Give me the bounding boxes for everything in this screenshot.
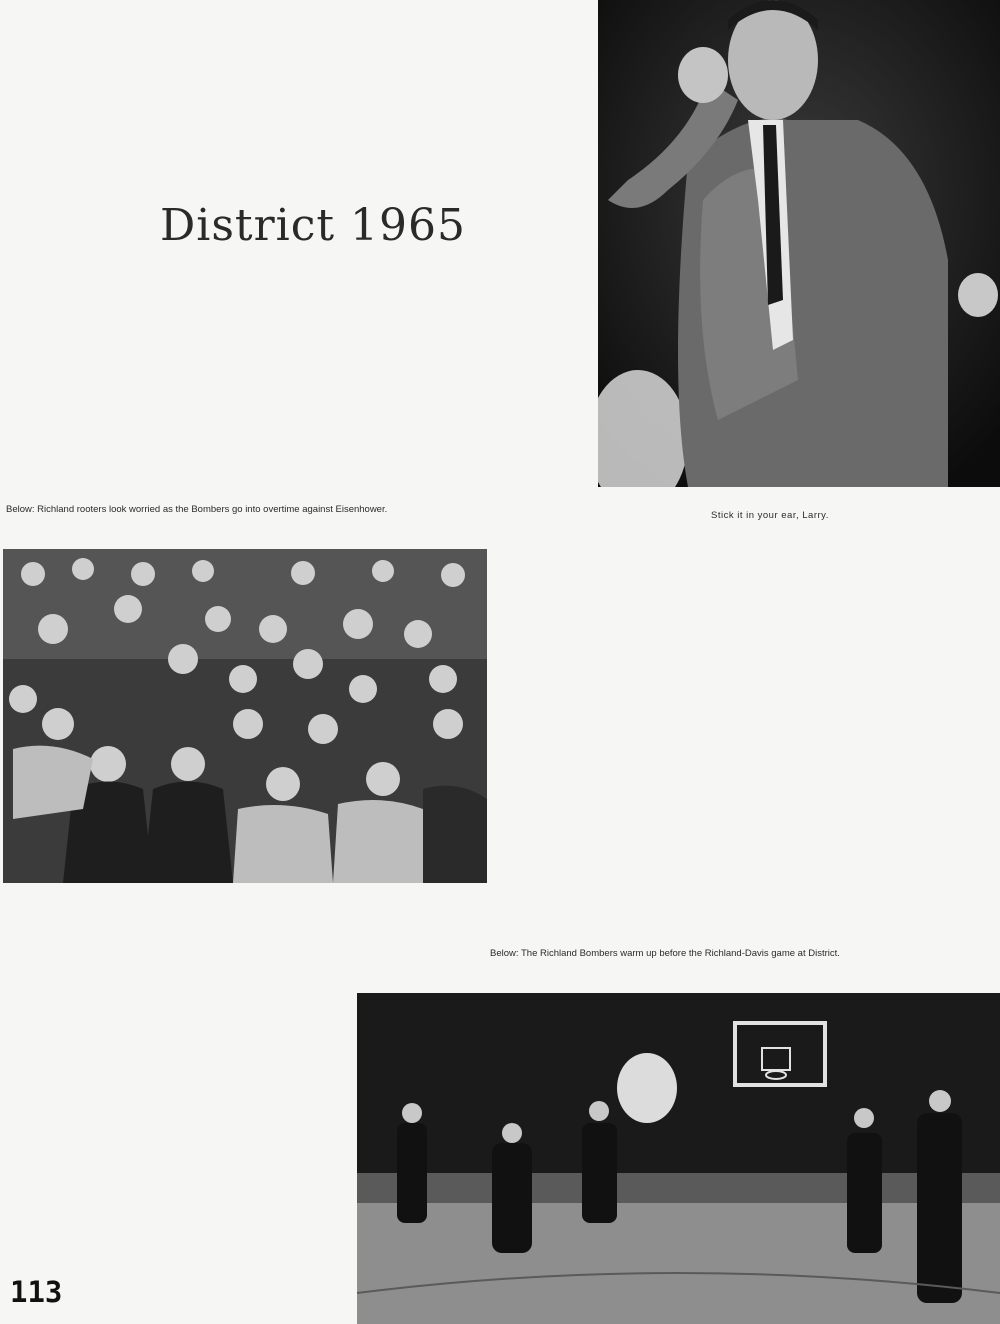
- page-number: 113: [10, 1275, 63, 1309]
- page-title: District 1965: [160, 200, 467, 251]
- crowd-photo: [3, 549, 487, 883]
- warmup-caption: Below: The Richland Bombers warm up before the Richland-Davis game at District.: [490, 948, 840, 959]
- larry-caption: Stick it in your ear, Larry.: [711, 510, 829, 521]
- larry-photo: [598, 0, 1000, 487]
- warmup-photo: [357, 993, 1000, 1324]
- rooters-caption: Below: Richland rooters look worried as the Bombers go into overtime against Eisenhower.: [6, 504, 388, 515]
